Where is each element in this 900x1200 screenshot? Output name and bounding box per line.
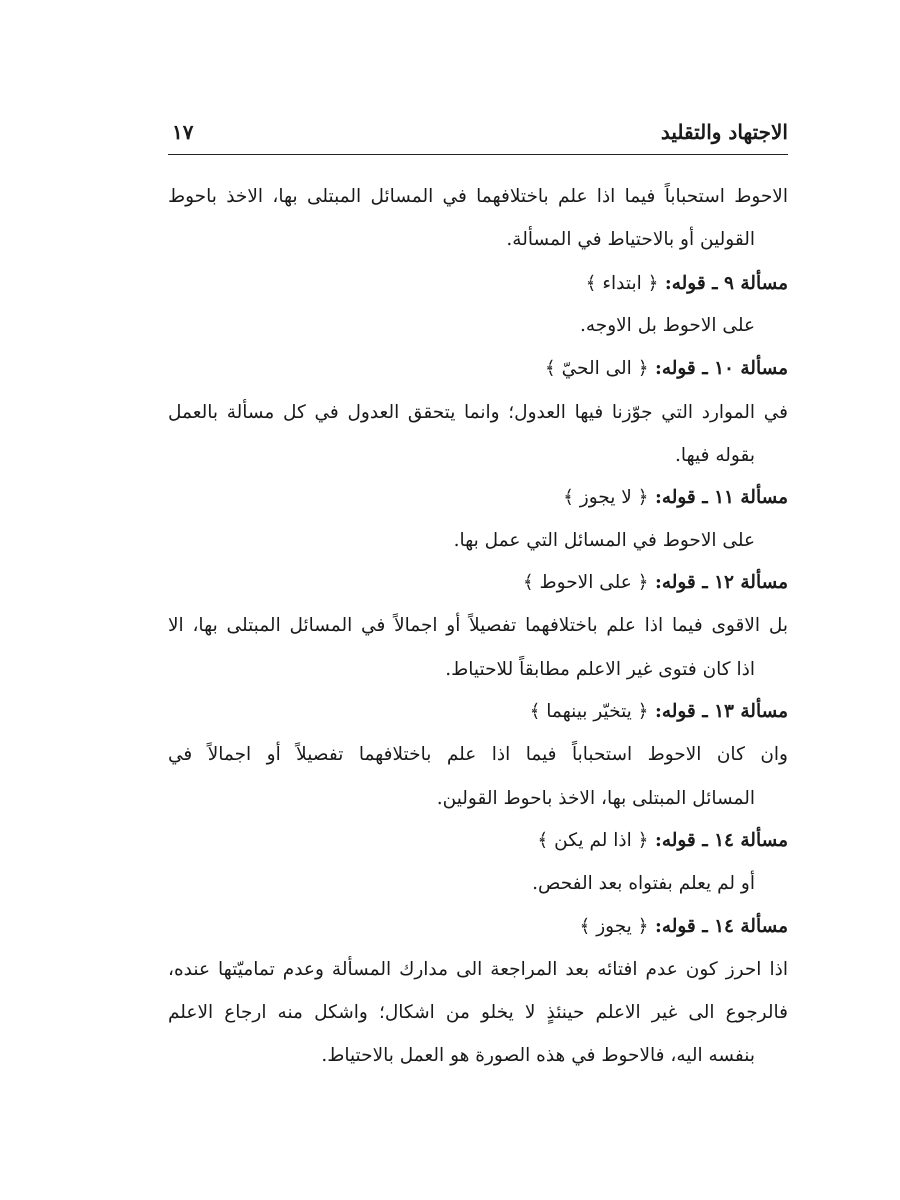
- issue-quote: ﴿ يتخيّر بينهما ﴾: [529, 701, 649, 722]
- page-number: ١٧: [172, 120, 194, 144]
- issue-quote: ﴿ اذا لم يكن ﴾: [537, 830, 649, 851]
- issue-number: مسألة ١٣ ـ قوله:: [654, 701, 788, 722]
- issue-quote: ﴿ الى الحيّ ﴾: [544, 358, 649, 379]
- issue-number: مسألة ١٠ ـ قوله:: [654, 358, 788, 379]
- issue-number: مسألة ١٤ ـ قوله:: [654, 830, 788, 851]
- issue-quote: ﴿ على الاحوط ﴾: [522, 572, 649, 593]
- body-line: بل الاقوى فيما اذا علم باختلافهما تفصيلاً أو اجمالاً في المسائل المبتلى بها، الا: [168, 615, 788, 636]
- issue-heading: [523, 572, 788, 593]
- body-line: في الموارد التي جوّزنا فيها العدول؛ وانما يتحقق العدول في كل مسألة بالعمل: [168, 402, 788, 423]
- body-line: اذا احرز كون عدم افتائه بعد المراجعة الى مدارك المسألة وعدم تماميّتها عنده،: [168, 959, 788, 980]
- issue-number: مسألة ١١ ـ قوله:: [654, 487, 788, 508]
- issue-heading: [545, 358, 788, 379]
- issue-quote: ﴿ يجوز ﴾: [579, 916, 649, 937]
- issue-quote: ﴿ ابتداء ﴾: [585, 273, 659, 294]
- issue-number: مسألة ١٤ ـ قوله:: [654, 916, 788, 937]
- body-line: فالرجوع الى غير الاعلم حينئذٍ لا يخلو من اشكال؛ واشكل منه ارجاع الاعلم: [168, 1002, 788, 1023]
- body-line: المسائل المبتلى بها، الاخذ باحوط القولين.: [436, 788, 755, 809]
- body-line: بنفسه اليه، فالاحوط في هذه الصورة هو العمل بالاحتياط.: [321, 1045, 755, 1066]
- running-title: الاجتهاد والتقليد: [660, 120, 788, 144]
- issue-heading: [586, 273, 788, 294]
- body-line: على الاحوط في المسائل التي عمل بها.: [453, 530, 755, 551]
- issue-heading: [563, 487, 788, 508]
- issue-heading: [530, 701, 788, 722]
- body-line: وان كان الاحوط استحباباً فيما اذا علم باختلافهما تفصيلاً أو اجمالاً في: [168, 744, 788, 765]
- body-line: اذا كان فتوى غير الاعلم مطابقاً للاحتياط.: [445, 659, 755, 680]
- page-header: [168, 118, 788, 155]
- issue-heading: [580, 916, 789, 937]
- body-line: الاحوط استحباباً فيما اذا علم باختلافهما في المسائل المبتلى بها، الاخذ باحوط: [168, 186, 788, 207]
- body-line: بقوله فيها.: [675, 445, 755, 466]
- body-line: القولين أو بالاحتياط في المسألة.: [506, 229, 755, 250]
- issue-number: مسألة ١٢ ـ قوله:: [654, 572, 788, 593]
- issue-heading: [537, 830, 788, 851]
- body-line: أو لم يعلم بفتواه بعد الفحص.: [532, 873, 755, 894]
- issue-number: مسألة ٩ ـ قوله:: [664, 273, 788, 294]
- body-line: على الاحوط بل الاوجه.: [579, 315, 755, 336]
- issue-quote: ﴿ لا يجوز ﴾: [563, 487, 649, 508]
